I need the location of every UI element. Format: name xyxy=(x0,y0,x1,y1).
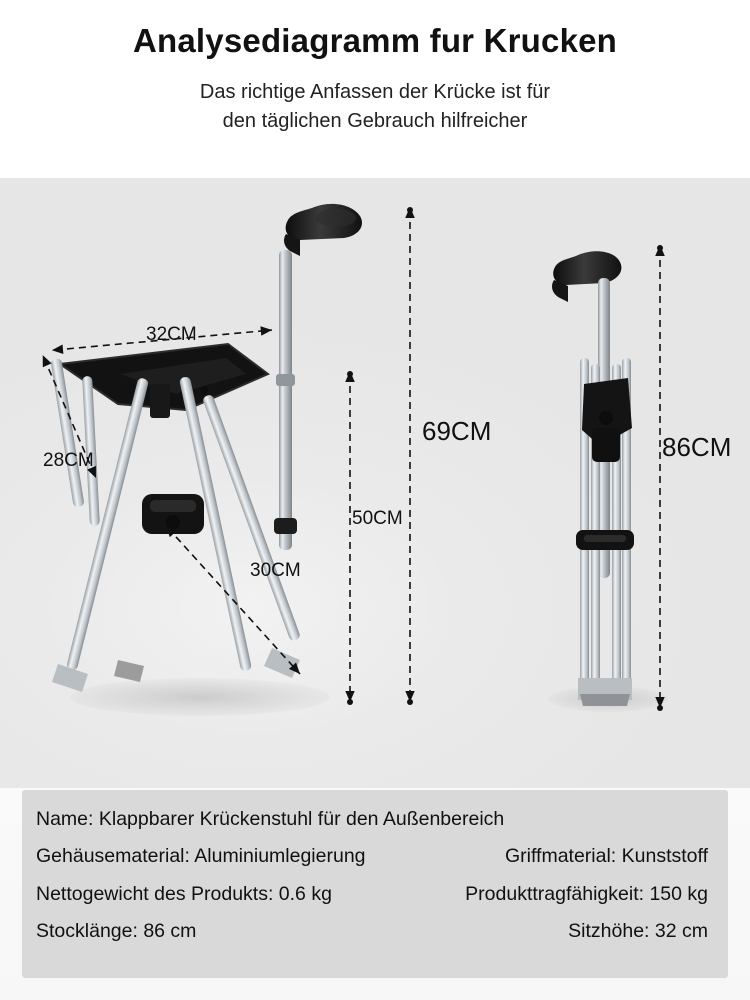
subtitle-line-2: den täglichen Gebrauch hilfreicher xyxy=(222,110,528,132)
spec-name: Name: Klappbarer Krückenstuhl für den Außenbereich xyxy=(36,808,505,830)
subtitle-line-1: Das richtige Anfassen der Krücke ist für xyxy=(199,81,551,103)
specifications-panel xyxy=(22,790,728,978)
spec-row xyxy=(36,912,714,949)
dimension-label-total-height: 69CM xyxy=(422,416,492,446)
spec-row xyxy=(36,837,714,874)
spec-load-capacity: Produkttragfähigkeit: 150 kg xyxy=(465,882,708,905)
spec-stick-length: Stocklänge: 86 cm xyxy=(36,920,197,943)
dimension-label-stick-length: 86CM xyxy=(662,432,732,462)
dimension-label-seat-height: 50CM xyxy=(352,508,403,529)
spec-housing-material: Gehäusematerial: Aluminiumlegierung xyxy=(36,845,366,868)
page-subtitle xyxy=(115,60,635,136)
spec-net-weight: Nettogewicht des Produkts: 0.6 kg xyxy=(36,882,332,905)
dimension-label-seat-depth: 28CM xyxy=(43,450,94,471)
page-title: Analysediagramm fur Krucken xyxy=(132,22,618,59)
spec-row xyxy=(36,875,714,912)
spec-seat-height: Sitzhöhe: 32 cm xyxy=(568,920,708,943)
spec-row xyxy=(36,800,714,837)
header xyxy=(0,0,750,180)
product-diagram xyxy=(0,178,750,788)
diagram-artwork xyxy=(0,178,750,788)
dimension-label-seat-width: 32CM xyxy=(146,324,197,345)
dimension-label-leg-spread: 30CM xyxy=(250,560,301,581)
spec-handle-material: Griffmaterial: Kunststoff xyxy=(504,845,708,868)
